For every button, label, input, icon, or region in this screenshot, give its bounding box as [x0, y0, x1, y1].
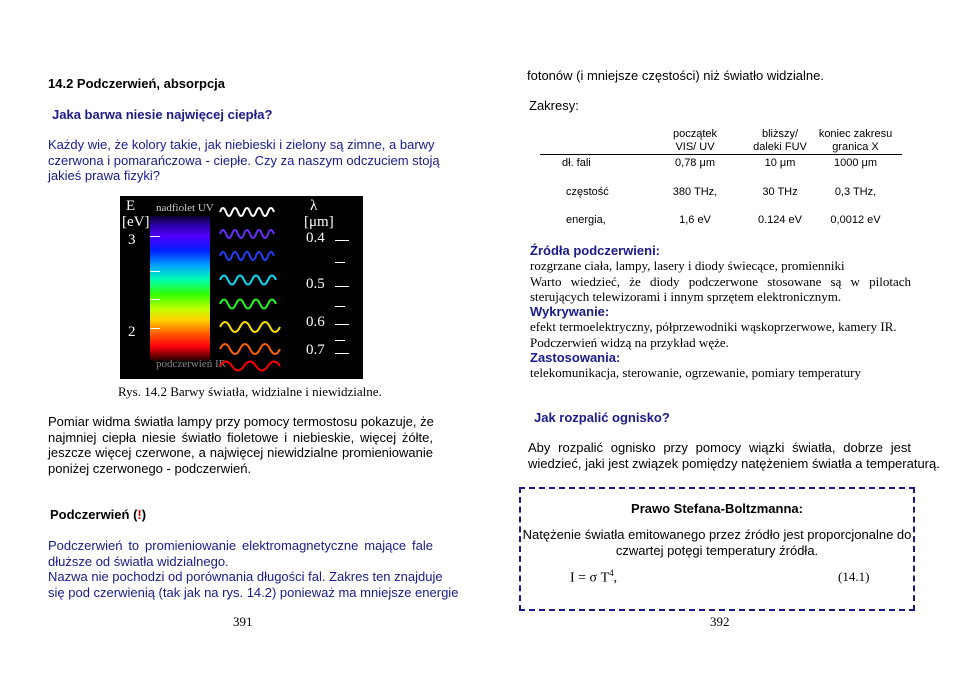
- cell: 0,78 μm: [675, 157, 715, 169]
- formula-exponent: 4: [609, 568, 614, 578]
- intro-line: czerwona i pomarańczowa - ciepłe. Czy za naszym odczuciem stoją: [48, 152, 440, 168]
- table-header-end: [808, 128, 903, 154]
- continued-text: fotonów (i mniejsze częstości) niż światło widzialne.: [527, 68, 824, 83]
- visible-spectrum-gradient: [150, 216, 210, 361]
- energy-tick: [150, 299, 160, 300]
- ir-heading-end: ): [141, 507, 147, 522]
- detection-paragraph: [530, 319, 897, 350]
- ranges-label: Zakresy:: [529, 98, 579, 113]
- lambda-tick: [335, 306, 345, 307]
- measure-line: poniżej czerwonego - podczerwień.: [48, 460, 252, 476]
- ir-heading-text: Podczerwień (: [50, 507, 138, 522]
- question-heading: Jaka barwa niesie najwięcej ciepła?: [52, 107, 273, 122]
- law-text: [519, 527, 915, 558]
- measure-line: najmniej ciepła niesie światło fioletowe i niebieskie, więcej żółte,: [48, 429, 433, 445]
- header-line: początek: [672, 128, 718, 140]
- lambda-tick: [335, 240, 349, 241]
- lambda-tick-label: 0.5: [306, 276, 325, 292]
- fire-paragraph: [528, 440, 940, 471]
- ir-line: Podczerwień to promieniowanie elektromagnetyczne mające fale: [48, 538, 433, 553]
- intro-line: jakieś prawa fizyki?: [48, 168, 160, 183]
- intro-line: Każdy wie, że kolory takie, jak niebieski i zielony są zimne, a barwy: [48, 137, 435, 152]
- header-line: koniec zakresu: [818, 128, 893, 140]
- row-label: energia,: [566, 214, 606, 226]
- table-header-rule: [540, 154, 902, 155]
- energy-tick-label: 2: [128, 324, 136, 340]
- cell: 0,0012 eV: [830, 214, 881, 226]
- lambda-tick-label: 0.7: [306, 342, 325, 358]
- ir-line: Nazwa nie pochodzi od porównania długości fal. Zakres ten znajduje: [48, 569, 443, 584]
- applications-heading: Zastosowania:: [530, 350, 621, 365]
- formula: [570, 568, 617, 587]
- section-heading: 14.2 Podczerwień, absorpcja: [48, 76, 226, 91]
- sources-paragraph: [530, 258, 911, 305]
- energy-tick: [150, 236, 160, 237]
- ir-heading-mark: !: [137, 507, 142, 522]
- sources-line: Warto wiedzieć, że diody podczerwone stosowane są w pilotach: [530, 273, 911, 289]
- row-label: częstość: [566, 186, 609, 198]
- formula-main: I = σ T: [570, 570, 610, 586]
- cell: 380 THz,: [672, 186, 718, 198]
- law-title: Prawo Stefana-Boltzmanna:: [631, 501, 803, 516]
- fire-line: wiedzieć, jaki jest związek pomiędzy natężeniem światła a temperaturą.: [528, 455, 940, 471]
- lambda-tick: [335, 286, 349, 287]
- wave-illustration: [218, 200, 290, 372]
- detection-heading: Wykrywanie:: [530, 304, 610, 319]
- lambda-label: λ: [310, 198, 318, 214]
- page-number-left: 391: [233, 614, 253, 629]
- intro-paragraph: [48, 137, 440, 184]
- cell: 0.124 eV: [757, 214, 803, 226]
- energy-unit-label: [eV]: [122, 214, 150, 230]
- table-header-start: [650, 128, 740, 154]
- cell: 1000 μm: [833, 157, 878, 169]
- uv-label: nadfiolet UV: [156, 202, 214, 214]
- cell: 1,6 eV: [679, 214, 711, 226]
- ir-line: dłuższe od światła widzialnego.: [48, 553, 229, 569]
- fire-heading: Jak rozpalić ognisko?: [534, 410, 670, 425]
- applications-line: telekomunikacja, sterowanie, ogrzewanie, pomiary temperatury: [530, 365, 862, 380]
- figure-caption: Rys. 14.2 Barwy światła, widzialne i niewidzialne.: [118, 384, 382, 399]
- ir-line: się pod czerwienią (tak jak na rys. 14.2) ponieważ ma mniejsze energie: [48, 584, 459, 600]
- page-number-right: 392: [710, 614, 730, 629]
- law-line: czwartej potęgi temperatury źródła.: [615, 542, 819, 558]
- formula-tail: ,: [613, 570, 618, 586]
- energy-tick-label: 3: [128, 232, 136, 248]
- lambda-tick-label: 0.4: [306, 230, 325, 246]
- cell: 30 THz: [762, 186, 798, 198]
- lambda-tick: [335, 324, 349, 325]
- ir-label: podczerwień IR: [156, 358, 226, 370]
- law-line: Natężenie światła emitowanego przez źródło jest proporcjonalne do: [522, 527, 912, 542]
- measurement-paragraph: [48, 414, 433, 476]
- header-line: granica X: [832, 141, 879, 153]
- lambda-tick: [335, 262, 345, 263]
- formula-number: (14.1): [838, 569, 870, 584]
- sources-line: rozgrzane ciała, lampy, lasery i diody świecące, promienniki: [530, 258, 845, 273]
- sources-heading: Źródła podczerwieni:: [530, 243, 661, 258]
- detection-line: Podczerwień widzą na przykład węże.: [530, 334, 729, 350]
- energy-tick: [150, 328, 160, 329]
- detection-line: efekt termoelektryczny, półprzewodniki wąskoprzerwowe, kamery IR.: [530, 319, 897, 334]
- ir-definition: [48, 538, 459, 600]
- header-line: VIS/ UV: [675, 141, 715, 153]
- row-label: dł. fali: [562, 157, 591, 169]
- ir-heading: [50, 507, 146, 522]
- lambda-tick: [335, 340, 345, 341]
- lambda-unit-label: [μm]: [304, 214, 334, 230]
- energy-label: E: [126, 198, 136, 214]
- cell: 0,3 THz,: [834, 186, 877, 198]
- fire-line: Aby rozpalić ognisko przy pomocy wiązki światła, dobrze jest: [528, 440, 911, 455]
- energy-tick: [150, 271, 160, 272]
- lambda-tick: [335, 353, 349, 354]
- sources-line: sterujących telewizorami i innym sprzętem elektronicznym.: [530, 289, 842, 304]
- measure-line: jeszcze więcej czerwone, a najwięcej niewidzialne promieniowanie: [48, 445, 433, 460]
- measure-line: Pomiar widma światła lampy przy pomocy termostosu pokazuje, że: [48, 414, 434, 429]
- header-line: bliższy/: [761, 128, 799, 140]
- cell: 10 μm: [764, 157, 796, 169]
- spectrum-figure: [120, 196, 363, 379]
- lambda-tick-label: 0.6: [306, 314, 325, 330]
- header-line: daleki FUV: [753, 141, 807, 153]
